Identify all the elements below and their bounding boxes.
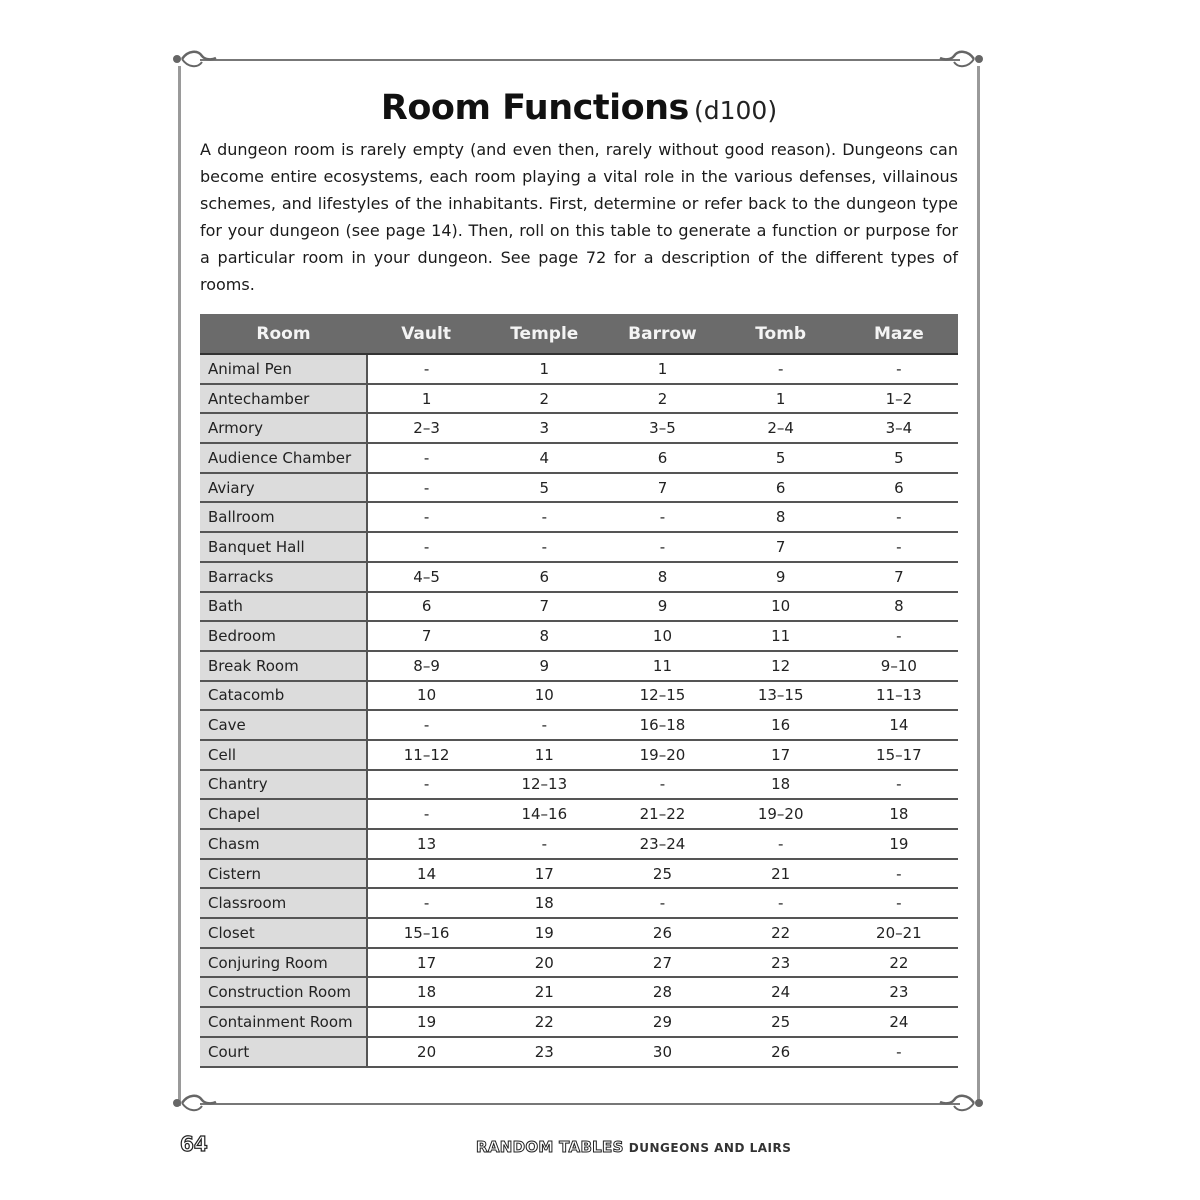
room-name-cell: Break Room <box>200 651 367 681</box>
roll-range-cell: 1 <box>367 384 485 414</box>
room-name-cell: Classroom <box>200 888 367 918</box>
roll-range-cell: - <box>840 1037 958 1067</box>
roll-range-cell: 7 <box>722 532 840 562</box>
room-name-cell: Cistern <box>200 859 367 889</box>
page-number: 64 <box>180 1132 208 1156</box>
roll-range-cell: 24 <box>840 1007 958 1037</box>
roll-range-cell: - <box>485 532 603 562</box>
roll-range-cell: 17 <box>722 740 840 770</box>
scroll-ornament-icon <box>168 1090 218 1116</box>
roll-range-cell: 21 <box>485 977 603 1007</box>
roll-range-cell: 21–22 <box>603 799 721 829</box>
room-name-cell: Ballroom <box>200 502 367 532</box>
roll-range-cell: 4 <box>485 443 603 473</box>
roll-range-cell: 26 <box>722 1037 840 1067</box>
roll-range-cell: 14 <box>367 859 485 889</box>
roll-range-cell: 19–20 <box>722 799 840 829</box>
room-name-cell: Banquet Hall <box>200 532 367 562</box>
column-header-barrow: Barrow <box>603 314 721 354</box>
roll-range-cell: 23 <box>485 1037 603 1067</box>
roll-range-cell: 7 <box>840 562 958 592</box>
roll-range-cell: - <box>367 532 485 562</box>
table-row <box>200 888 958 918</box>
table-row <box>200 473 958 503</box>
room-name-cell: Cell <box>200 740 367 770</box>
bottom-divider <box>200 1103 960 1105</box>
roll-range-cell: - <box>840 770 958 800</box>
roll-range-cell: 16–18 <box>603 710 721 740</box>
roll-range-cell: 23–24 <box>603 829 721 859</box>
table-row <box>200 740 958 770</box>
roll-range-cell: 11 <box>485 740 603 770</box>
roll-range-cell: 2 <box>485 384 603 414</box>
roll-range-cell: 7 <box>603 473 721 503</box>
room-name-cell: Bedroom <box>200 621 367 651</box>
roll-range-cell: - <box>840 532 958 562</box>
table-row <box>200 918 958 948</box>
scroll-ornament-icon <box>938 1090 988 1116</box>
table-row <box>200 592 958 622</box>
table-row <box>200 770 958 800</box>
roll-range-cell: 23 <box>840 977 958 1007</box>
title-text: Room Functions <box>380 88 689 128</box>
table-row <box>200 859 958 889</box>
roll-range-cell: - <box>722 354 840 384</box>
roll-range-cell: 18 <box>367 977 485 1007</box>
room-name-cell: Chantry <box>200 770 367 800</box>
roll-range-cell: 17 <box>367 948 485 978</box>
room-name-cell: Chasm <box>200 829 367 859</box>
roll-range-cell: 19 <box>367 1007 485 1037</box>
roll-range-cell: 4–5 <box>367 562 485 592</box>
table-row <box>200 384 958 414</box>
table-row <box>200 651 958 681</box>
roll-range-cell: 9 <box>603 592 721 622</box>
roll-range-cell: - <box>367 443 485 473</box>
roll-range-cell: 13–15 <box>722 681 840 711</box>
room-name-cell: Armory <box>200 413 367 443</box>
scroll-ornament-icon <box>938 46 988 72</box>
table-row <box>200 443 958 473</box>
roll-range-cell: 3 <box>485 413 603 443</box>
roll-range-cell: - <box>603 502 721 532</box>
roll-range-cell: 6 <box>603 443 721 473</box>
roll-range-cell: 15–16 <box>367 918 485 948</box>
roll-range-cell: - <box>603 532 721 562</box>
roll-range-cell: 15–17 <box>840 740 958 770</box>
roll-range-cell: 6 <box>722 473 840 503</box>
table-row <box>200 502 958 532</box>
roll-range-cell: - <box>722 829 840 859</box>
roll-range-cell: 6 <box>840 473 958 503</box>
roll-range-cell: 16 <box>722 710 840 740</box>
roll-range-cell: 20 <box>485 948 603 978</box>
roll-range-cell: 11–13 <box>840 681 958 711</box>
roll-range-cell: 11 <box>603 651 721 681</box>
roll-range-cell: 28 <box>603 977 721 1007</box>
book-title: RANDOM TABLES <box>476 1138 624 1156</box>
roll-range-cell: 11 <box>722 621 840 651</box>
table-row <box>200 710 958 740</box>
roll-range-cell: 11–12 <box>367 740 485 770</box>
roll-range-cell: 24 <box>722 977 840 1007</box>
roll-range-cell: 5 <box>840 443 958 473</box>
table-row <box>200 532 958 562</box>
roll-range-cell: 6 <box>367 592 485 622</box>
roll-range-cell: 8 <box>603 562 721 592</box>
room-name-cell: Bath <box>200 592 367 622</box>
roll-range-cell: 12 <box>722 651 840 681</box>
roll-range-cell: 10 <box>367 681 485 711</box>
roll-range-cell: 20–21 <box>840 918 958 948</box>
top-divider <box>200 59 960 61</box>
roll-range-cell: 9 <box>485 651 603 681</box>
roll-range-cell: 3–5 <box>603 413 721 443</box>
roll-range-cell: 10 <box>485 681 603 711</box>
table-row <box>200 621 958 651</box>
roll-range-cell: - <box>485 502 603 532</box>
roll-range-cell: 9 <box>722 562 840 592</box>
room-name-cell: Barracks <box>200 562 367 592</box>
room-name-cell: Audience Chamber <box>200 443 367 473</box>
room-name-cell: Containment Room <box>200 1007 367 1037</box>
roll-range-cell: 25 <box>603 859 721 889</box>
table-row <box>200 562 958 592</box>
roll-range-cell: 10 <box>722 592 840 622</box>
room-name-cell: Aviary <box>200 473 367 503</box>
room-name-cell: Animal Pen <box>200 354 367 384</box>
roll-range-cell: 23 <box>722 948 840 978</box>
roll-range-cell: 25 <box>722 1007 840 1037</box>
roll-range-cell: 5 <box>485 473 603 503</box>
roll-range-cell: 19 <box>840 829 958 859</box>
table-row <box>200 1007 958 1037</box>
room-name-cell: Chapel <box>200 799 367 829</box>
roll-range-cell: - <box>367 770 485 800</box>
roll-range-cell: 1 <box>603 354 721 384</box>
roll-range-cell: 14–16 <box>485 799 603 829</box>
roll-range-cell: 8 <box>485 621 603 651</box>
roll-range-cell: 19 <box>485 918 603 948</box>
roll-range-cell: 12–15 <box>603 681 721 711</box>
roll-range-cell: - <box>485 710 603 740</box>
roll-range-cell: - <box>603 770 721 800</box>
roll-range-cell: 22 <box>485 1007 603 1037</box>
roll-range-cell: 2–3 <box>367 413 485 443</box>
roll-range-cell: 22 <box>722 918 840 948</box>
roll-range-cell: 14 <box>840 710 958 740</box>
room-functions-table <box>200 314 958 1068</box>
table-header-row <box>200 314 958 354</box>
table-row <box>200 354 958 384</box>
roll-range-cell: 8 <box>840 592 958 622</box>
roll-range-cell: 1 <box>722 384 840 414</box>
column-header-vault: Vault <box>367 314 485 354</box>
roll-range-cell: 20 <box>367 1037 485 1067</box>
column-header-temple: Temple <box>485 314 603 354</box>
title-dice: (d100) <box>693 96 778 125</box>
roll-range-cell: 18 <box>485 888 603 918</box>
roll-range-cell: - <box>840 888 958 918</box>
roll-range-cell: - <box>840 621 958 651</box>
table-row <box>200 829 958 859</box>
roll-range-cell: 30 <box>603 1037 721 1067</box>
roll-range-cell: 21 <box>722 859 840 889</box>
running-footer <box>476 1137 791 1156</box>
scroll-ornament-icon <box>168 46 218 72</box>
roll-range-cell: 29 <box>603 1007 721 1037</box>
roll-range-cell: 9–10 <box>840 651 958 681</box>
room-name-cell: Construction Room <box>200 977 367 1007</box>
roll-range-cell: - <box>603 888 721 918</box>
roll-range-cell: - <box>840 502 958 532</box>
roll-range-cell: 6 <box>485 562 603 592</box>
roll-range-cell: 2–4 <box>722 413 840 443</box>
column-header-room: Room <box>200 314 367 354</box>
roll-range-cell: 17 <box>485 859 603 889</box>
roll-range-cell: - <box>367 502 485 532</box>
room-name-cell: Catacomb <box>200 681 367 711</box>
table-row <box>200 977 958 1007</box>
table-row <box>200 681 958 711</box>
roll-range-cell: 13 <box>367 829 485 859</box>
roll-range-cell: - <box>840 859 958 889</box>
roll-range-cell: 5 <box>722 443 840 473</box>
roll-range-cell: 12–13 <box>485 770 603 800</box>
room-name-cell: Closet <box>200 918 367 948</box>
room-name-cell: Court <box>200 1037 367 1067</box>
roll-range-cell: 7 <box>367 621 485 651</box>
page-title <box>200 88 958 128</box>
roll-range-cell: - <box>367 354 485 384</box>
roll-range-cell: - <box>367 888 485 918</box>
roll-range-cell: 18 <box>840 799 958 829</box>
roll-range-cell: 27 <box>603 948 721 978</box>
column-header-maze: Maze <box>840 314 958 354</box>
roll-range-cell: 18 <box>722 770 840 800</box>
roll-range-cell: - <box>485 829 603 859</box>
room-name-cell: Conjuring Room <box>200 948 367 978</box>
roll-range-cell: 1–2 <box>840 384 958 414</box>
room-name-cell: Cave <box>200 710 367 740</box>
roll-range-cell: 26 <box>603 918 721 948</box>
table-row <box>200 799 958 829</box>
column-header-tomb: Tomb <box>722 314 840 354</box>
roll-range-cell: 7 <box>485 592 603 622</box>
table-row <box>200 948 958 978</box>
roll-range-cell: - <box>367 710 485 740</box>
roll-range-cell: - <box>840 354 958 384</box>
roll-range-cell: 10 <box>603 621 721 651</box>
roll-range-cell: - <box>722 888 840 918</box>
roll-range-cell: 2 <box>603 384 721 414</box>
roll-range-cell: 1 <box>485 354 603 384</box>
table-row <box>200 1037 958 1067</box>
book-subtitle: DUNGEONS AND LAIRS <box>628 1141 792 1155</box>
roll-range-cell: 22 <box>840 948 958 978</box>
roll-range-cell: 3–4 <box>840 413 958 443</box>
roll-range-cell: 8 <box>722 502 840 532</box>
table-row <box>200 413 958 443</box>
table-body <box>200 354 958 1067</box>
roll-range-cell: 8–9 <box>367 651 485 681</box>
room-name-cell: Antechamber <box>200 384 367 414</box>
roll-range-cell: - <box>367 473 485 503</box>
roll-range-cell: 19–20 <box>603 740 721 770</box>
intro-paragraph: A dungeon room is rarely empty (and even then, rarely without good reason). Dungeons can become entire ecosystems, each room playing a vital role in the various defenses, villainous schemes, and lifestyles of the inhabitants. First, determine or refer back to the dungeon type for your dungeon (see page 14). Then, roll on this table to generate a function or purpose for a particular room in your dungeon. See page 72 for a description of the different types of rooms. <box>200 140 958 294</box>
roll-range-cell: - <box>367 799 485 829</box>
